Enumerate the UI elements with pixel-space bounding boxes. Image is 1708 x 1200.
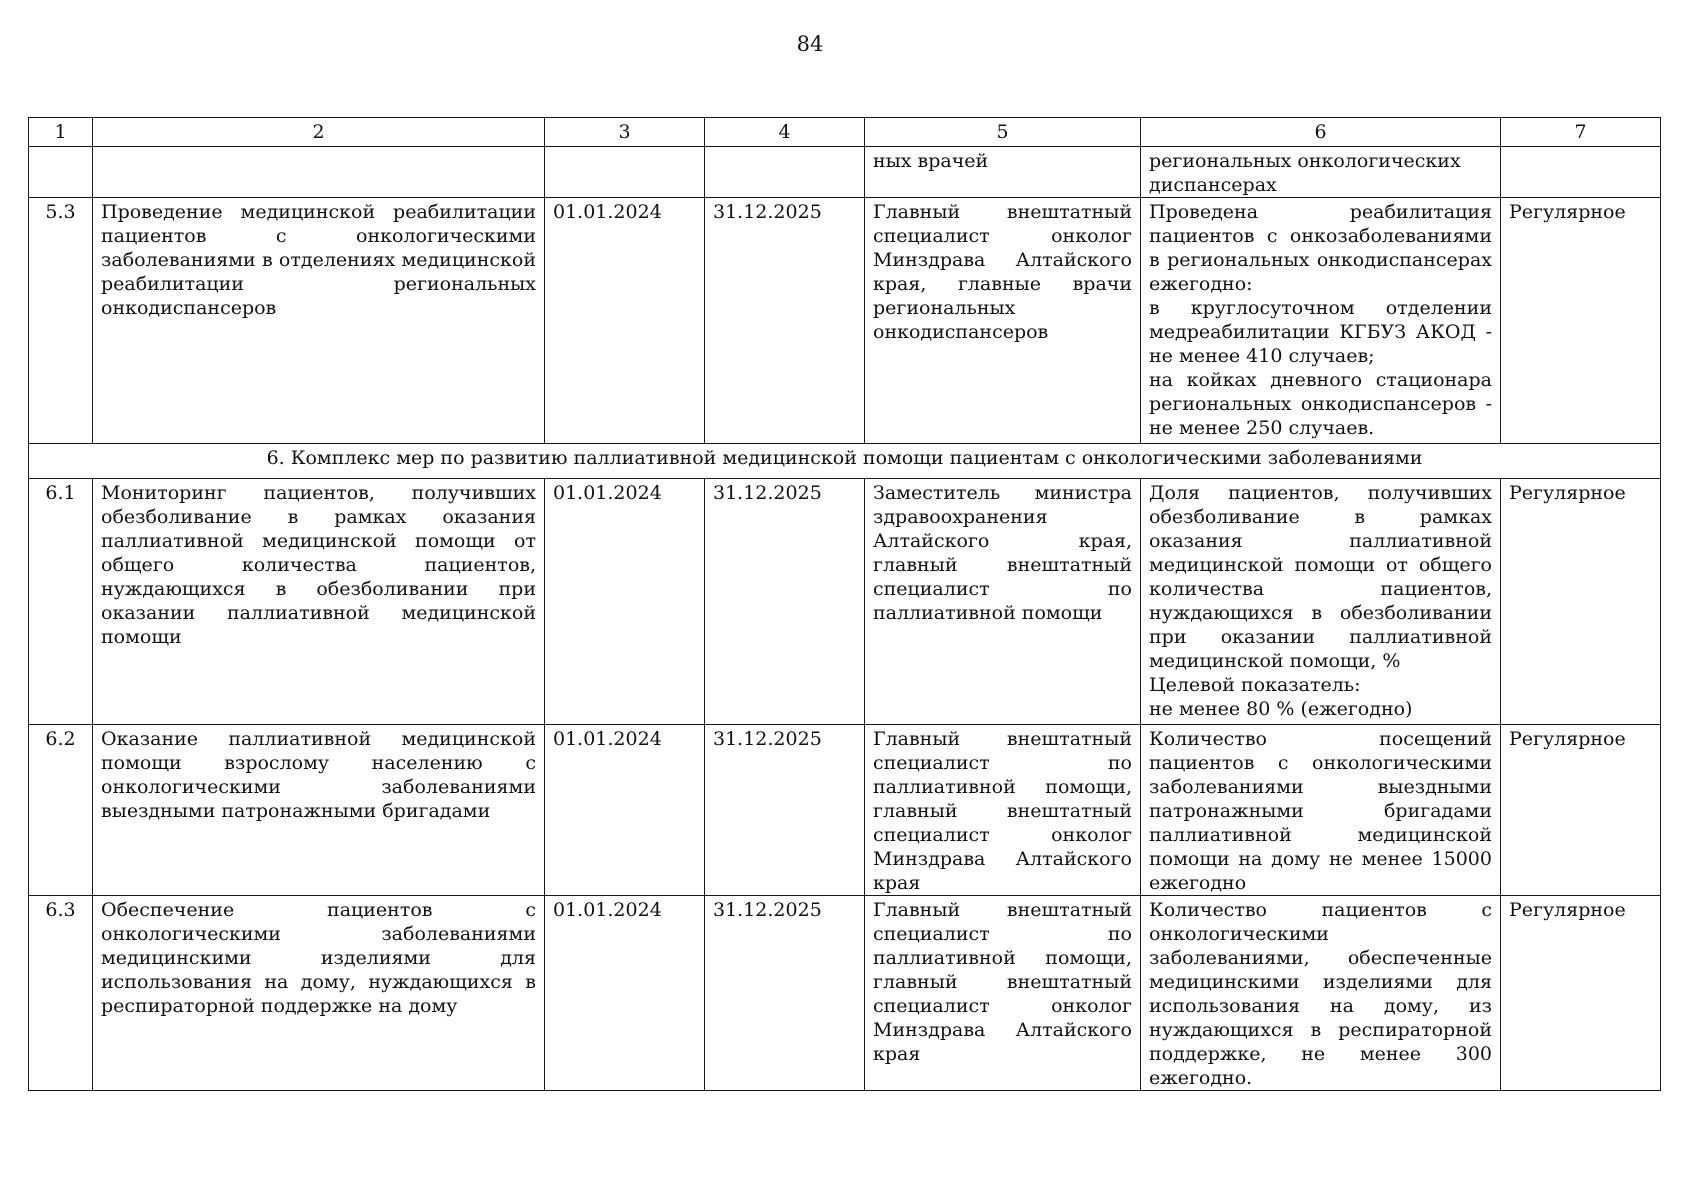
end-date: 31.12.2025 (705, 725, 865, 896)
event-description: Мониторинг пациентов, получивших обезболивание в рамках оказания паллиативной медицинской помощи от общего количества пациентов, нуждающихся в обезболивании при оказании паллиативной медицинской помощи (93, 479, 545, 725)
result-line: не менее 80 % (ежегодно) (1149, 698, 1413, 720)
result-line: Количество пациентов с онкологическими заболеваниями, обеспеченные медицинскими изделиями для использования на дому, из нуждающихся в респираторной поддержке, не менее 300 ежегодно. (1149, 899, 1492, 1089)
page-number: 84 (796, 32, 824, 56)
continuation-result-line-1: региональных онкологических (1149, 150, 1461, 172)
executor: Главный внештатный специалист по паллиативной помощи, главный внештатный специалист онколог Минздрава Алтайского края (865, 896, 1141, 1091)
result-line: Целевой показатель: (1149, 674, 1361, 696)
continuation-type (1501, 147, 1661, 198)
plan-table (28, 117, 1661, 1091)
table-row-5-3 (29, 198, 1661, 444)
continuation-start (545, 147, 705, 198)
row-number: 6.3 (29, 896, 93, 1091)
end-date: 31.12.2025 (705, 896, 865, 1091)
event-type: Регулярное (1501, 725, 1661, 896)
event-type: Регулярное (1501, 479, 1661, 725)
executor: Заместитель министра здравоохранения Алтайского края, главный внештатный специалист по паллиативной помощи (865, 479, 1141, 725)
result (1141, 725, 1501, 896)
continuation-event (93, 147, 545, 198)
event-description: Проведение медицинской реабилитации пациентов с онкологическими заболеваниями в отделениях медицинской реабилитации региональных онкодиспансеров (93, 198, 545, 444)
start-date: 01.01.2024 (545, 198, 705, 444)
result (1141, 896, 1501, 1091)
header-col-1: 1 (29, 118, 93, 147)
header-col-5: 5 (865, 118, 1141, 147)
row-number: 6.1 (29, 479, 93, 725)
header-col-4: 4 (705, 118, 865, 147)
start-date: 01.01.2024 (545, 896, 705, 1091)
result-line: в круглосуточном отделении медреабилитации КГБУЗ АКОД - не менее 410 случаев; (1149, 297, 1492, 367)
table-row-6-3 (29, 896, 1661, 1091)
header-col-7: 7 (1501, 118, 1661, 147)
event-description: Обеспечение пациентов с онкологическими заболеваниями медицинскими изделиями для использования на дому, нуждающихся в респираторной поддержке на дому (93, 896, 545, 1091)
continuation-end (705, 147, 865, 198)
end-date: 31.12.2025 (705, 479, 865, 725)
table-row-6-1 (29, 479, 1661, 725)
continuation-num (29, 147, 93, 198)
result-line: Доля пациентов, получивших обезболивание в рамках оказания паллиативной медицинской помощи от общего количества пациентов, нуждающихся в обезболивании при оказании паллиативной медицинской помощи, % (1149, 482, 1492, 672)
continuation-executor-text: ных врачей (873, 150, 989, 172)
header-col-2: 2 (93, 118, 545, 147)
end-date: 31.12.2025 (705, 198, 865, 444)
row-number: 5.3 (29, 198, 93, 444)
event-type: Регулярное (1501, 198, 1661, 444)
section-title: 6. Комплекс мер по развитию паллиативной медицинской помощи пациентам с онкологическими заболеваниями (29, 444, 1661, 479)
result (1141, 479, 1501, 725)
continuation-result-line-2: диспансерах (1149, 174, 1277, 196)
table-row-6-2 (29, 725, 1661, 896)
result-line: на койках дневного стационара региональных онкодиспансеров - не менее 250 случаев. (1149, 369, 1492, 439)
executor: Главный внештатный специалист по паллиативной помощи, главный внештатный специалист онколог Минздрава Алтайского края (865, 725, 1141, 896)
executor: Главный внештатный специалист онколог Минздрава Алтайского края, главные врачи региональных онкодиспансеров (865, 198, 1141, 444)
header-col-3: 3 (545, 118, 705, 147)
start-date: 01.01.2024 (545, 479, 705, 725)
section-row-6 (29, 444, 1661, 479)
result (1141, 198, 1501, 444)
header-col-6: 6 (1141, 118, 1501, 147)
event-description: Оказание паллиативной медицинской помощи взрослому населению с онкологическими заболеваниями выездными патронажными бригадами (93, 725, 545, 896)
result-line: Количество посещений пациентов с онкологическими заболеваниями выездными патронажными бригадами паллиативной медицинской помощи на дому не менее 15000 ежегодно (1149, 728, 1492, 894)
continuation-row (29, 147, 1661, 198)
continuation-result (1141, 147, 1501, 198)
event-type: Регулярное (1501, 896, 1661, 1091)
result-line: Проведена реабилитация пациентов с онкозаболеваниями в региональных онкодиспансерах ежегодно: (1149, 201, 1492, 295)
start-date: 01.01.2024 (545, 725, 705, 896)
header-row (29, 118, 1661, 147)
continuation-executor (865, 147, 1141, 198)
row-number: 6.2 (29, 725, 93, 896)
